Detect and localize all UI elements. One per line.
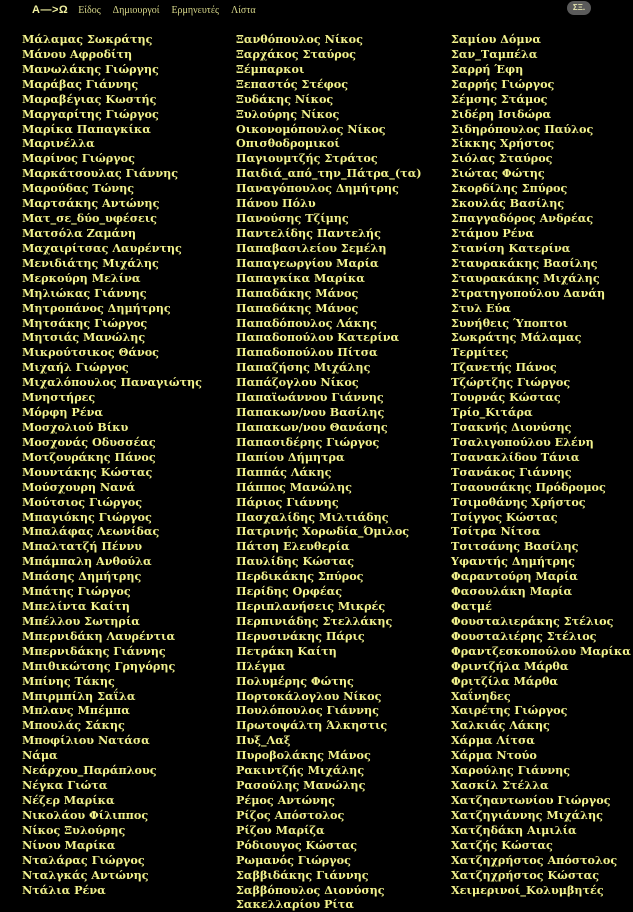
artist-link[interactable]: Μητσάκης Γιώργος: [22, 315, 148, 330]
artist-link[interactable]: Τσιτσάνης Βασίλης: [451, 539, 579, 554]
nav-genre[interactable]: Είδος: [78, 4, 101, 16]
artist-link[interactable]: Σιδηρόπουλος Παύλος: [451, 121, 594, 136]
artist-link[interactable]: Παναγόπουλος Δημήτρης: [236, 181, 399, 196]
artist-column-2: [236, 32, 436, 912]
artist-link[interactable]: Ρέμος Αντώνης: [236, 793, 335, 808]
artist-link[interactable]: Πορτοκάλογλου Νίκος: [236, 688, 382, 703]
artist-link[interactable]: Παπαδοπούλου Πίτσα: [236, 345, 378, 360]
artist-link[interactable]: Πλέγμα: [236, 658, 286, 673]
artist-link[interactable]: Μπουλάς Σάκης: [22, 718, 125, 733]
artist-link[interactable]: Σαν_Ταμπέλα: [451, 46, 538, 61]
artist-link[interactable]: Σιόλας Σταύρος: [451, 151, 553, 166]
artist-link[interactable]: Παπάζογλου Νίκος: [236, 375, 359, 390]
artist-link[interactable]: Μνηστήρες: [22, 390, 96, 405]
artist-link[interactable]: Φαραντούρη Μαρία: [451, 569, 578, 584]
artist-link[interactable]: Σαμίου Δόμνα: [451, 32, 541, 46]
artist-link[interactable]: Φασουλάκη Μαρία: [451, 584, 573, 599]
artist-link[interactable]: Σίκκης Χρήστος: [451, 136, 555, 151]
artist-link[interactable]: Πάτση Ελευθερία: [236, 539, 350, 554]
artist-link[interactable]: Σαββόπουλος Διονύσης: [236, 882, 385, 897]
artist-link[interactable]: Παπαγκίκα Μαρίκα: [236, 270, 365, 285]
artist-link[interactable]: Σωκράτης Μάλαμας: [451, 330, 582, 345]
artist-link[interactable]: Πολυμέρης Φώτης: [236, 673, 354, 688]
artist-link[interactable]: Παπαϊωάννου Γιάννης: [236, 390, 384, 405]
artist-link[interactable]: Μαρίκα Παπαγκίκα: [22, 121, 151, 136]
artist-link[interactable]: Σαρρή Έφη: [451, 61, 524, 76]
artist-link[interactable]: Πασχαλίδης Μιλτιάδης: [236, 509, 389, 524]
artist-link[interactable]: Μπάμπαλη Ανθούλα: [22, 554, 152, 569]
artist-link[interactable]: Παπακων/νου Θανάσης: [236, 419, 388, 434]
artist-link[interactable]: Νεάρχου_Παράπλους: [22, 763, 157, 778]
artist-link[interactable]: Παπαζήσης Μιχάλης: [236, 360, 371, 375]
nav-performers[interactable]: Ερμηνευτές: [171, 4, 219, 16]
artist-link[interactable]: Σταυρακάκης Μιχάλης: [451, 270, 600, 285]
artist-link[interactable]: Χατζηχρήστος Κώστας: [451, 867, 600, 882]
artist-link[interactable]: Φραντζεσκοπούλου Μαρίκα: [451, 643, 631, 658]
artist-link[interactable]: Σιδέρη Ισιδώρα: [451, 106, 552, 121]
artist-link[interactable]: Σταυρακάκης Βασίλης: [451, 255, 598, 270]
artist-link[interactable]: Μπερνιδάκη Λαυρέντια: [22, 628, 176, 643]
artist-link[interactable]: Τσαουσάκης Πρόδρομος: [451, 479, 606, 494]
artist-link[interactable]: Πυξ_Λαξ: [236, 733, 291, 748]
artist-link[interactable]: Ξανθόπουλος Νίκος: [236, 32, 363, 46]
artist-link[interactable]: Χάρμα Λίτσα: [451, 733, 535, 748]
artist-link[interactable]: Νέγκα Γιώτα: [22, 778, 108, 793]
artist-link[interactable]: Μιχαήλ Γιώργος: [22, 360, 129, 375]
artist-link[interactable]: Μοσχονάς Οδυσσέας: [22, 434, 156, 449]
artist-link[interactable]: Μάνου Αφροδίτη: [22, 46, 133, 61]
nav-composers[interactable]: Δημιουργοί: [112, 4, 160, 16]
artist-link[interactable]: Στρατηγοπούλου Δανάη: [451, 285, 606, 300]
artist-link[interactable]: Ξεπαστός Στέφος: [236, 76, 349, 91]
artist-link[interactable]: Παπασιδέρης Γιώργος: [236, 434, 380, 449]
artist-link[interactable]: Στάμου Ρένα: [451, 225, 534, 240]
artist-link[interactable]: Μενιδιάτης Μιχάλης: [22, 255, 159, 270]
artist-link[interactable]: Μούτσιος Γιώργος: [22, 494, 143, 509]
artist-link[interactable]: Ντάλια Ρένα: [22, 882, 106, 897]
artist-link[interactable]: Τσαλιγοπούλου Ελένη: [451, 434, 594, 449]
artist-link[interactable]: Ξαρχάκος Σταύρος: [236, 46, 356, 61]
artist-link[interactable]: Μόρφη Ρένα: [22, 405, 104, 420]
artist-link[interactable]: Οικονομόπουλος Νίκος: [236, 121, 386, 136]
artist-link[interactable]: Μπάτης Γιώργος: [22, 584, 131, 599]
artist-link[interactable]: Παπαδοπούλου Κατερίνα: [236, 330, 400, 345]
artist-link[interactable]: Νίνου Μαρίκα: [22, 837, 116, 852]
artist-link[interactable]: Τουρνάς Κώστας: [451, 390, 561, 405]
artist-link[interactable]: Παυλίδης Κώστας: [236, 554, 355, 569]
artist-link[interactable]: Μπερνιδάκης Γιάννης: [22, 643, 166, 658]
artist-link[interactable]: Στανίση Κατερίνα: [451, 240, 571, 255]
artist-link[interactable]: Χαλκιάς Λάκης: [451, 718, 550, 733]
artist-link[interactable]: Μπαλτατζή Πέννυ: [22, 539, 142, 554]
artist-link[interactable]: Νίκος Ξυλούρης: [22, 822, 126, 837]
artist-link[interactable]: Πάριος Γιάννης: [236, 494, 339, 509]
artist-link[interactable]: Φριντζήλα Μάρθα: [451, 658, 569, 673]
artist-link[interactable]: Περδικάκης Σπύρος: [236, 569, 364, 584]
artist-link[interactable]: Ξυδάκης Νίκος: [236, 91, 334, 106]
artist-link[interactable]: Μανωλάκης Γιώργης: [22, 61, 159, 76]
artist-link[interactable]: Μπλανς Μπέμπα: [22, 703, 130, 718]
artist-link[interactable]: Μιχαλόπουλος Παναγιώτης: [22, 375, 202, 390]
artist-link[interactable]: Νέζερ Μαρίκα: [22, 793, 115, 808]
artist-link[interactable]: Χάρμα Ντούο: [451, 748, 537, 763]
artist-link[interactable]: Παπαβασιλείου Σεμέλη: [236, 240, 387, 255]
artist-link[interactable]: Χαρούλης Γιάννης: [451, 763, 571, 778]
artist-link[interactable]: Χασκίλ Στέλλα: [451, 778, 549, 793]
artist-link[interactable]: Τσιμοθάνης Χρήστος: [451, 494, 586, 509]
artist-link[interactable]: Μητροπάνος Δημήτρης: [22, 300, 171, 315]
artist-link[interactable]: Μαραβέγιας Κωστής: [22, 91, 157, 106]
artist-link[interactable]: Σέμσης Στάμος: [451, 91, 548, 106]
artist-link[interactable]: Τρίο_Κιτάρα: [451, 405, 533, 420]
artist-link[interactable]: Παπίου Δήμητρα: [236, 449, 345, 464]
artist-link[interactable]: Παιδιά_από_την_Πάτρα_(τα): [236, 166, 422, 181]
artist-link[interactable]: Πρωτοψάλτη Άλκηστις: [236, 718, 388, 733]
artist-link[interactable]: Παπαδάκης Μάνος: [236, 285, 359, 300]
artist-link[interactable]: Μπιρμπίλη Σαΐλα: [22, 688, 136, 703]
artist-link[interactable]: Μαρίνος Γιώργος: [22, 151, 135, 166]
artist-link[interactable]: Σαρρής Γιώργος: [451, 76, 555, 91]
artist-link[interactable]: Μαχαιρίτσας Λαυρέντης: [22, 240, 182, 255]
artist-link[interactable]: Πυροβολάκης Μάνος: [236, 748, 371, 763]
artist-link[interactable]: Πάνου Πόλυ: [236, 196, 316, 211]
artist-link[interactable]: Οπισθοδρομικοί: [236, 136, 340, 151]
artist-link[interactable]: Νταλγκάς Αντώνης: [22, 867, 149, 882]
artist-link[interactable]: Ρόδιουγος Κώστας: [236, 837, 358, 852]
artist-link[interactable]: Τσακνής Διονύσης: [451, 419, 572, 434]
artist-link[interactable]: Περπινιάδης Στελλάκης: [236, 613, 393, 628]
artist-link[interactable]: Χαΐνηδες: [451, 688, 511, 703]
artist-link[interactable]: Μερκούρη Μελίνα: [22, 270, 141, 285]
artist-link[interactable]: Χειμερινοί_Κολυμβητές: [451, 882, 604, 897]
artist-link[interactable]: Τσίγγος Κώστας: [451, 509, 558, 524]
artist-link[interactable]: Νάμα: [22, 748, 58, 763]
artist-link[interactable]: Μοτζουράκης Πάνος: [22, 449, 156, 464]
artist-link[interactable]: Ματ_σε_δύο_υφέσεις: [22, 211, 157, 226]
artist-link[interactable]: Ρασούλης Μανώλης: [236, 778, 366, 793]
artist-link[interactable]: Μπιθικώτσης Γρηγόρης: [22, 658, 176, 673]
artist-link[interactable]: Φουσταλιέρης Στέλιος: [451, 628, 597, 643]
artist-link[interactable]: Ματσόλα Ζαμάνη: [22, 225, 137, 240]
artist-link[interactable]: Πετράκη Καίτη: [236, 643, 337, 658]
artist-link[interactable]: Χατζηδάκη Αιμιλία: [451, 822, 577, 837]
artist-link[interactable]: Τερμίτες: [451, 345, 509, 360]
artist-link[interactable]: Μικρούτσικος Θάνος: [22, 345, 159, 360]
page-badge-button[interactable]: ΣΞ.: [567, 1, 591, 15]
artist-link[interactable]: Ξυλούρης Νίκος: [236, 106, 340, 121]
artist-link[interactable]: Περιπλανήσεις Μικρές: [236, 599, 386, 614]
artist-column-3: [451, 32, 631, 897]
artist-link[interactable]: Μαρινέλλα: [22, 136, 95, 151]
nav-list[interactable]: Λίστα: [230, 4, 256, 16]
artist-link[interactable]: Ρωμανός Γιώργος: [236, 852, 351, 867]
artist-link[interactable]: Μουντάκης Κώστας: [22, 464, 153, 479]
artist-link[interactable]: Μπελίντα Καίτη: [22, 599, 130, 614]
artist-link[interactable]: Μποφίλιου Νατάσα: [22, 733, 150, 748]
artist-link[interactable]: Σαββιδάκης Γιάννης: [236, 867, 369, 882]
artist-link[interactable]: Ρίζος Απόστολος: [236, 807, 345, 822]
artist-link[interactable]: Παππάς Λάκης: [236, 464, 332, 479]
artist-link[interactable]: Μούσχουρη Νανά: [22, 479, 136, 494]
alphabet-index-link[interactable]: A—>Ω: [32, 4, 69, 16]
artist-link[interactable]: Παπαγεωργίου Μαρία: [236, 255, 379, 270]
artist-link[interactable]: Παπαδόπουλος Λάκης: [236, 315, 377, 330]
artist-link[interactable]: Μπαγιόκης Γιώργος: [22, 509, 152, 524]
artist-link[interactable]: Πάππος Μανώλης: [236, 479, 352, 494]
artist-link[interactable]: Σκουλάς Βασίλης: [451, 196, 565, 211]
artist-link[interactable]: Υφαντής Δημήτρης: [451, 554, 575, 569]
artist-link[interactable]: Παντελίδης Παντελής: [236, 225, 381, 240]
artist-link[interactable]: Τσανακλίδου Τάνια: [451, 449, 580, 464]
artist-link[interactable]: Χαιρέτης Γιώργος: [451, 703, 568, 718]
artist-link[interactable]: Στυλ Εύα: [451, 300, 511, 315]
artist-link[interactable]: Πουλόπουλος Γιάννης: [236, 703, 379, 718]
artist-link[interactable]: Χατζής Κώστας: [451, 837, 553, 852]
artist-link[interactable]: Μαρκάτσουλας Γιάννης: [22, 166, 179, 181]
artist-link[interactable]: Μηλιώκας Γιάννης: [22, 285, 147, 300]
artist-link[interactable]: Νταλάρας Γιώργος: [22, 852, 145, 867]
artist-link[interactable]: Περυσινάκης Πάρις: [236, 628, 365, 643]
artist-link[interactable]: Σιώτας Φώτης: [451, 166, 545, 181]
artist-link[interactable]: Πατρινής Χορωδία_Όμιλος: [236, 524, 410, 539]
artist-link[interactable]: Μαρτσάκης Αντώνης: [22, 196, 160, 211]
artist-link[interactable]: Τζανετής Πάνος: [451, 360, 557, 375]
artist-link[interactable]: Μπίνης Τάκης: [22, 673, 115, 688]
artist-link[interactable]: Ρίζου Μαρίζα: [236, 822, 325, 837]
artist-link[interactable]: Μπαλάφας Λεωνίδας: [22, 524, 160, 539]
artist-link[interactable]: Νικολάου Φίλιππος: [22, 807, 149, 822]
artist-link[interactable]: Μαράβας Γιάννης: [22, 76, 139, 91]
artist-column-1: [22, 32, 222, 897]
artist-link[interactable]: Παγιουμτζής Στράτος: [236, 151, 378, 166]
artist-link[interactable]: Σπαγγαδόρος Ανδρέας: [451, 211, 594, 226]
artist-link[interactable]: Τσανάκος Γιάννης: [451, 464, 572, 479]
artist-link[interactable]: Ρακιντζής Μιχάλης: [236, 763, 365, 778]
artist-link[interactable]: Μητσιάς Μανώλης: [22, 330, 146, 345]
artist-link[interactable]: Πανούσης Τζίμης: [236, 211, 349, 226]
artist-link[interactable]: Μοσχολιού Βίκυ: [22, 419, 129, 434]
artist-link[interactable]: Φριτζίλα Μάρθα: [451, 673, 559, 688]
artist-link[interactable]: Μάλαμας Σωκράτης: [22, 32, 153, 46]
artist-link[interactable]: Συνήθεις Ύποπτοι: [451, 315, 568, 330]
artist-link[interactable]: Παπαδάκης Μάνος: [236, 300, 359, 315]
artist-link[interactable]: Σκορδίλης Σπύρος: [451, 181, 568, 196]
artist-link[interactable]: Φουσταλιεράκης Στέλιος: [451, 613, 614, 628]
top-nav-bar: [0, 0, 633, 20]
artist-link[interactable]: Μαρούδας Τώνης: [22, 181, 135, 196]
artist-link[interactable]: Χατζηγιάννης Μιχάλης: [451, 807, 603, 822]
artist-link[interactable]: Χατζηχρήστος Απόστολος: [451, 852, 618, 867]
artist-link[interactable]: Μπέλλου Σωτηρία: [22, 613, 140, 628]
artist-link[interactable]: Τσίτρα Νίτσα: [451, 524, 541, 539]
artist-link[interactable]: Περίδης Ορφέας: [236, 584, 343, 599]
artist-link[interactable]: Χατζηαντωνίου Γιώργος: [451, 793, 611, 808]
artist-link[interactable]: Μπάσης Δημήτρης: [22, 569, 142, 584]
artist-link[interactable]: Παπακων/νου Βασίλης: [236, 405, 385, 420]
artist-link[interactable]: Φατμέ: [451, 599, 492, 614]
artist-link[interactable]: Ξέμπαρκοι: [236, 61, 305, 76]
artist-index: [0, 32, 633, 912]
artist-link[interactable]: Μαργαρίτης Γιώργος: [22, 106, 159, 121]
artist-link[interactable]: Σακελλαρίου Ρίτα: [236, 897, 354, 912]
artist-link[interactable]: Τζώρτζης Γιώργος: [451, 375, 571, 390]
